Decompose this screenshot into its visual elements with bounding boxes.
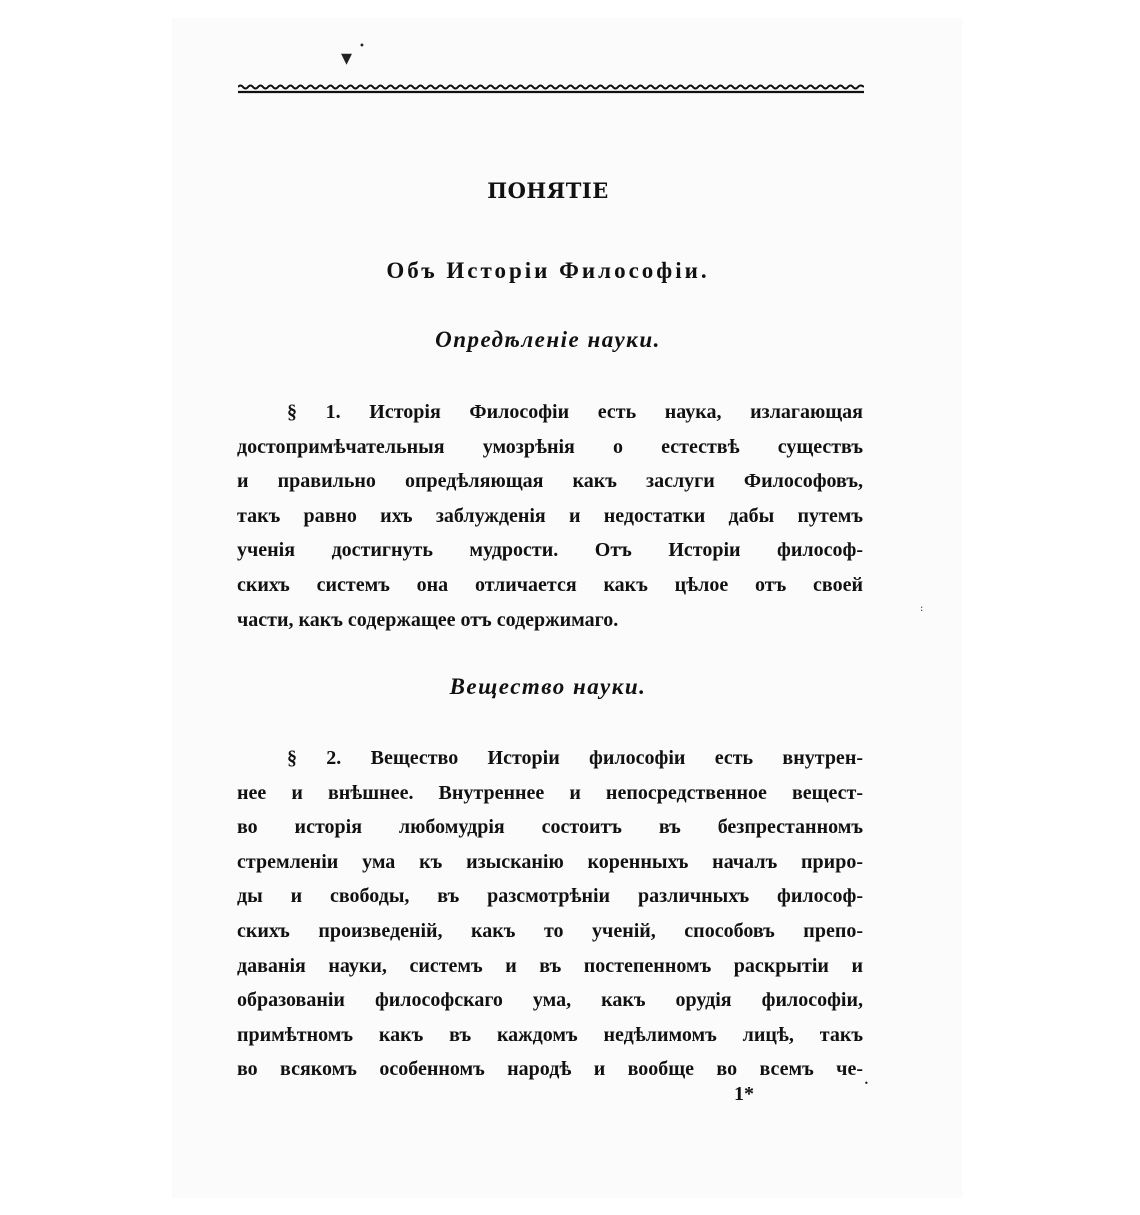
section-title: Вещество науки.	[449, 674, 647, 699]
text-line: части, какъ содержащее отъ содержимаго.	[237, 608, 619, 631]
text-line: примѣтномъ какъ въ каждомъ недѣлимомъ лицѣ, такъ	[237, 1023, 863, 1046]
text-line: достопримѣчательныя умозрѣнія о естествѣ существъ	[237, 435, 863, 458]
section-title: Опредѣленіе науки.	[435, 327, 661, 352]
paragraph	[237, 741, 863, 1087]
ink-speck: :	[920, 603, 924, 614]
text-line: скихъ произведеній, какъ то ученій, способовъ препо-	[237, 919, 863, 942]
text-line: нее и внѣшнее. Внутреннее и непосредственное вещест-	[237, 781, 863, 804]
text-line: скихъ системъ она отличается какъ цѣлое отъ своей	[237, 573, 863, 596]
text-line: даванія науки, системъ и въ постепенномъ раскрытіи и	[237, 954, 863, 977]
text-line: во исторія любомудрія состоитъ въ безпрестанномъ	[237, 816, 863, 839]
signature-mark: 1*	[734, 1083, 754, 1105]
text-line: образованіи философскаго ума, какъ орудія философіи,	[237, 989, 863, 1012]
text-line: ды и свободы, въ разсмотрѣніи различныхъ философ-	[237, 885, 863, 908]
text-line: и правильно опредѣляющая какъ заслуги Философовъ,	[237, 470, 863, 493]
chapter-subheading: Объ Исторіи Философіи.	[386, 258, 710, 283]
text-line: во всякомъ особенномъ народѣ и вообще во всемъ че-	[237, 1058, 863, 1081]
top-wavy-rule	[238, 84, 864, 94]
ink-speck: •	[864, 1079, 869, 1088]
text-line: такъ равно ихъ заблужденія и недостатки дабы путемъ	[237, 504, 863, 527]
text-line: § 1. Исторія Философіи есть наука, излагающая	[287, 401, 863, 423]
ink-speck: •	[359, 41, 365, 52]
text-line: ученія достигнуть мудрости. Отъ Исторіи философ-	[237, 539, 863, 562]
text-line: стремленіи ума къ изысканію коренныхъ началъ приро-	[237, 850, 863, 873]
text-line: § 2. Вещество Исторіи философіи есть внутрен-	[287, 747, 863, 769]
paragraph	[237, 395, 863, 637]
ink-speck: ▾	[341, 46, 353, 71]
chapter-heading: ПОНЯТІЕ	[487, 178, 609, 203]
